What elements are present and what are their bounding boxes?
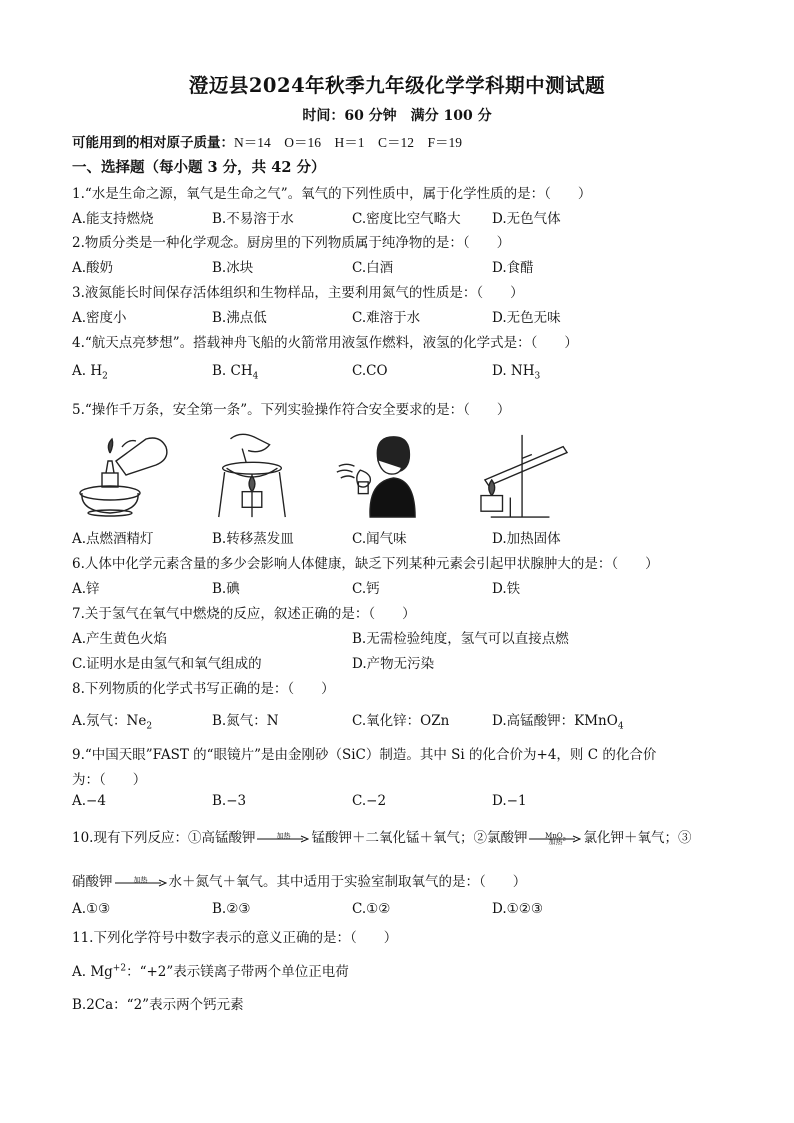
q5-option-b: B.转移蒸发皿: [212, 531, 294, 547]
q3-option-d: D.无色无味: [492, 310, 561, 326]
q3-option-c: C.难溶于水: [352, 310, 421, 326]
question-8-stem: 8.下列物质的化学式书写正确的是：（ ）: [72, 681, 335, 697]
q7-option-a: A.产生黄色火焰: [72, 631, 168, 647]
q2-option-a: A.酸奶: [72, 260, 114, 276]
atomic-masses: [72, 131, 462, 151]
atomic-masses-label: 可能用到的相对原子质量：: [72, 135, 234, 151]
q2-option-d: D.食醋: [492, 260, 534, 276]
q9-option-a: A.−4: [72, 793, 106, 809]
q9-option-c: C.−2: [352, 793, 387, 809]
q7-option-c: C.证明水是由氢气和氧气组成的: [72, 656, 262, 672]
q6-option-a: A.锌: [72, 581, 100, 597]
q1-option-c: C.密度比空气略大: [352, 211, 461, 227]
q1-option-a: A.能支持燃烧: [72, 211, 154, 227]
q3-option-a: A.密度小: [72, 310, 127, 326]
reaction-arrow-heat-2: 加热: [115, 879, 167, 887]
q11-option-a: A. $Mg^{+2}$：“+2”表示镁离子带两个单位正电荷: [72, 963, 349, 980]
q4-option-c: C.CO: [352, 363, 388, 379]
question-6-stem: 6.人体中化学元素含量的多少会影响人体健康，缺乏下列某种元素会引起甲状腺肿大的是：（ ）: [72, 556, 659, 572]
atomic-masses-values: N＝14 O＝16 H＝1 C＝12 F＝19: [234, 135, 463, 150]
q2-option-c: C.白酒: [352, 260, 394, 276]
q6-option-b: B.碘: [212, 581, 240, 597]
q11-option-b: B.2Ca：“2”表示两个钙元素: [72, 997, 244, 1013]
figure-light-alcohol-lamp: [72, 431, 182, 521]
section-title: 一、选择题（每小题 3 分，共 42 分）: [72, 159, 326, 176]
question-9-stem-line2: 为：（ ）: [72, 772, 147, 788]
q4-option-b: B. $CH_4$: [212, 363, 259, 382]
figure-smell-gas: [330, 431, 420, 521]
q10-option-b: B.②③: [212, 901, 251, 917]
question-9-stem-line1: 9.“中国天眼”FAST 的“眼镜片”是由金刚砂（SiC）制造。其中 Si 的化合价为+4，则 C 的化合价: [72, 747, 657, 763]
q1-option-b: B.不易溶于水: [212, 211, 294, 227]
page-title: 澄迈县2024年秋季九年级化学学科期中测试题: [188, 74, 606, 97]
q7-option-d: D.产物无污染: [352, 656, 435, 672]
q7-option-b: B.无需检验纯度，氢气可以直接点燃: [352, 631, 569, 647]
q10-option-d: D.①②③: [492, 901, 543, 917]
q6-option-d: D.铁: [492, 581, 521, 597]
q5-option-d: D.加热固体: [492, 531, 561, 547]
q8-option-a: A.氖气：$Ne_2$: [72, 713, 153, 732]
question-3-stem: 3.液氮能长时间保存活体组织和生物样品，主要利用氮气的性质是：（ ）: [72, 285, 524, 301]
q4-option-d: D. $NH_3$: [492, 363, 541, 382]
q8-option-c: C.氧化锌：OZn: [352, 713, 450, 729]
q8-option-b: B.氮气：N: [212, 713, 279, 729]
question-4-stem: 4.“航天点亮梦想”。搭载神舟飞船的火箭常用液氢作燃料，液氢的化学式是：（ ）: [72, 335, 578, 351]
q2-option-b: B.冰块: [212, 260, 254, 276]
q1-option-d: D.无色气体: [492, 211, 561, 227]
figure-move-evaporating-dish: [212, 431, 292, 521]
q4-option-a: A. $H_2$: [72, 363, 108, 382]
reaction-arrow-heat: 加热: [257, 835, 309, 843]
q9-option-b: B.−3: [212, 793, 247, 809]
q9-option-d: D.−1: [492, 793, 527, 809]
figure-heat-solid: [470, 431, 580, 521]
question-10-stem-line1: 10.现有下列反应：①高锰酸钾 加热 锰酸钾＋二氧化锰＋氧气；②氯酸钾 MnO$_2$ 加热 氯化钾＋氧气；③: [72, 830, 692, 846]
question-10-stem-line2: 硝酸钾 加热 水＋氮气＋氧气。其中适用于实验室制取氧气的是：（ ）: [72, 874, 527, 890]
q6-option-c: C.钙: [352, 581, 380, 597]
q8-option-d: D.高锰酸钾：KMnO$_4$: [492, 713, 624, 732]
q10-option-a: A.①③: [72, 901, 111, 917]
q5-option-c: C.闻气味: [352, 531, 407, 547]
exam-time-score: 时间：60 分钟 满分 100 分: [302, 108, 492, 124]
q10-option-c: C.①②: [352, 901, 391, 917]
question-11-stem: 11.下列化学符号中数字表示的意义正确的是：（ ）: [72, 930, 398, 946]
question-5-stem: 5.“操作千万条，安全第一条”。下列实验操作符合安全要求的是：（ ）: [72, 402, 511, 418]
question-7-stem: 7.关于氢气在氧气中燃烧的反应，叙述正确的是：（ ）: [72, 606, 416, 622]
q5-option-a: A.点燃酒精灯: [72, 531, 154, 547]
question-2-stem: 2.物质分类是一种化学观念。厨房里的下列物质属于纯净物的是：（ ）: [72, 235, 511, 251]
reaction-arrow-catalyst-heat: MnO$_2$ 加热: [529, 835, 581, 843]
q3-option-b: B.沸点低: [212, 310, 267, 326]
question-1-stem: 1.“水是生命之源，氧气是生命之气”。氧气的下列性质中，属于化学性质的是：（ ）: [72, 186, 592, 202]
